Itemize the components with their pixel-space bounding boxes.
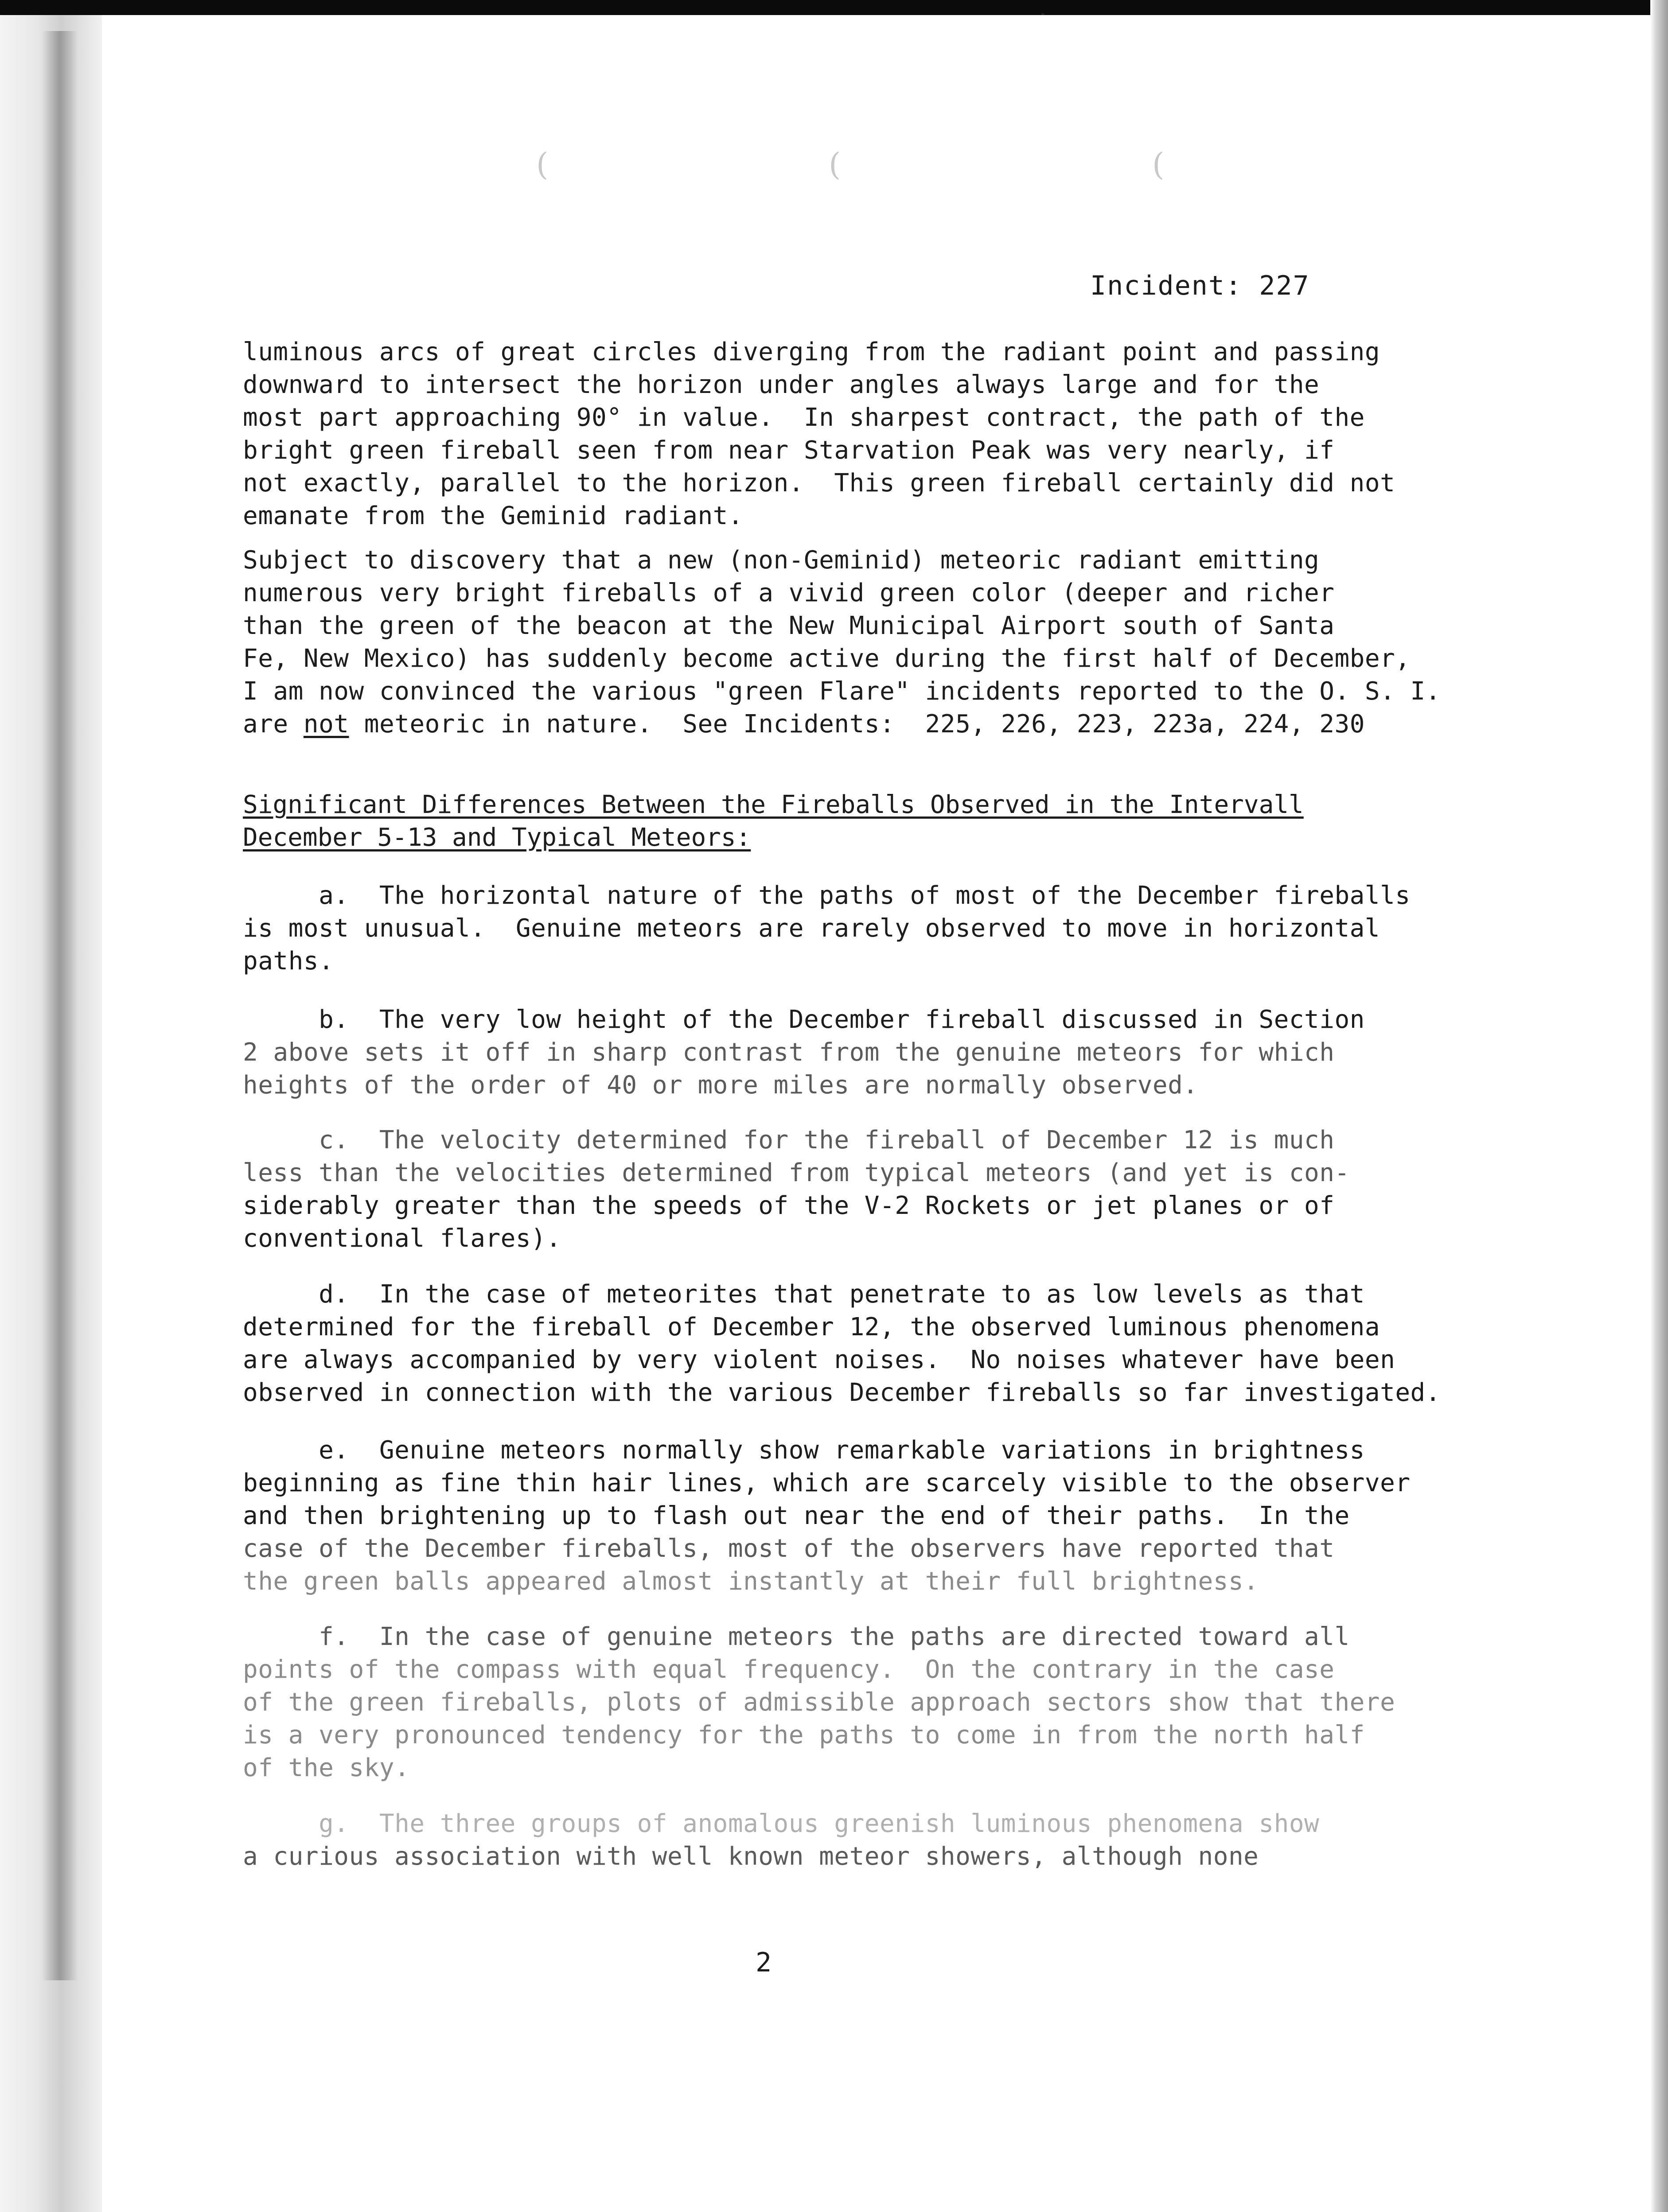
text-line: siderably greater than the speeds of the V-2 Rockets or jet planes or of	[243, 1191, 1335, 1220]
page-number: 2	[756, 1947, 772, 1978]
text-line: than the green of the beacon at the New Municipal Airport south of Santa	[243, 611, 1335, 640]
text-line	[243, 708, 1484, 741]
paragraph-radiant-arcs	[243, 336, 1484, 533]
list-item-a	[243, 879, 1484, 978]
text-line: c. The velocity determined for the fireball of December 12 is much	[243, 1126, 1335, 1155]
emphasis-not: not	[303, 710, 349, 739]
text-line: downward to intersect the horizon under angles always large and for the	[243, 370, 1320, 399]
text-line: most part approaching 90° in value. In sharpest contract, the path of the	[243, 403, 1365, 432]
heading-line: Significant Differences Between the Fireballs Observed in the Intervall	[243, 790, 1304, 819]
text-line: luminous arcs of great circles diverging from the radiant point and passing	[243, 338, 1380, 366]
text-line: is most unusual. Genuine meteors are rarely observed to move in horizontal	[243, 914, 1380, 943]
text-line: Subject to discovery that a new (non-Geminid) meteoric radiant emitting	[243, 546, 1320, 575]
text-line: and then brightening up to flash out near the end of their paths. In the	[243, 1501, 1350, 1530]
list-item-g	[243, 1808, 1484, 1873]
heading-line: December 5-13 and Typical Meteors:	[243, 823, 751, 852]
text-fragment: are	[243, 710, 304, 739]
bleed-through-mark: (	[829, 146, 841, 183]
text-line: determined for the fireball of December 12, the observed luminous phenomena	[243, 1313, 1380, 1341]
list-item-b	[243, 1003, 1484, 1102]
text-line: f. In the case of genuine meteors the paths are directed toward all	[243, 1622, 1350, 1651]
text-line: numerous very bright fireballs of a vivid green color (deeper and richer	[243, 579, 1335, 607]
text-line: e. Genuine meteors normally show remarkable variations in brightness	[243, 1436, 1365, 1465]
paragraph-conclusion	[243, 544, 1484, 741]
text-line: 2 above sets it off in sharp contrast from the genuine meteors for which	[243, 1038, 1335, 1067]
text-line: bright green fireball seen from near Starvation Peak was very nearly, if	[243, 436, 1335, 465]
section-heading	[243, 789, 1395, 854]
text-line: a. The horizontal nature of the paths of most of the December fireballs	[243, 881, 1411, 910]
text-line: d. In the case of meteorites that penetrate to as low levels as that	[243, 1280, 1365, 1309]
text-line: I am now convinced the various "green Flare" incidents reported to the O. S. I.	[243, 677, 1441, 706]
text-line: less than the velocities determined from typical meteors (and yet is con-	[243, 1158, 1350, 1187]
text-line: heights of the order of 40 or more miles are normally observed.	[243, 1071, 1198, 1100]
text-line: observed in connection with the various December fireballs so far investigated.	[243, 1378, 1441, 1407]
text-line: of the green fireballs, plots of admissible approach sectors show that there	[243, 1688, 1395, 1717]
text-line: beginning as fine thin hair lines, which are scarcely visible to the observer	[243, 1469, 1411, 1497]
incident-number-header: Incident: 227	[1090, 270, 1310, 301]
text-line: Fe, New Mexico) has suddenly become active during the first half of December,	[243, 644, 1411, 673]
incident-references: meteoric in nature. See Incidents: 225, 226, 223, 223a, 224, 230	[349, 710, 1365, 739]
text-line: are always accompanied by very violent noises. No noises whatever have been	[243, 1345, 1395, 1374]
text-line: a curious association with well known meteor showers, although none	[243, 1842, 1259, 1871]
text-line: points of the compass with equal frequency. On the contrary in the case	[243, 1655, 1335, 1684]
text-line: g. The three groups of anomalous greenish luminous phenomena show	[243, 1809, 1320, 1838]
text-line: not exactly, parallel to the horizon. This green fireball certainly did not	[243, 469, 1395, 498]
bleed-through-mark: (	[1152, 146, 1165, 183]
text-line: conventional flares).	[243, 1224, 561, 1253]
text-line: paths.	[243, 947, 334, 976]
text-line: of the sky.	[243, 1753, 410, 1782]
text-line: case of the December fireballs, most of the observers have reported that	[243, 1534, 1335, 1563]
text-line: the green balls appeared almost instantly at their full brightness.	[243, 1567, 1259, 1596]
list-item-f	[243, 1621, 1484, 1784]
list-item-e	[243, 1434, 1484, 1598]
bleed-through-mark: (	[536, 146, 549, 183]
text-line: is a very pronounced tendency for the paths to come in from the north half	[243, 1721, 1365, 1749]
list-item-d	[243, 1278, 1484, 1409]
text-line: b. The very low height of the December fireball discussed in Section	[243, 1005, 1365, 1034]
text-line: emanate from the Geminid radiant.	[243, 501, 744, 530]
list-item-c	[243, 1124, 1484, 1255]
